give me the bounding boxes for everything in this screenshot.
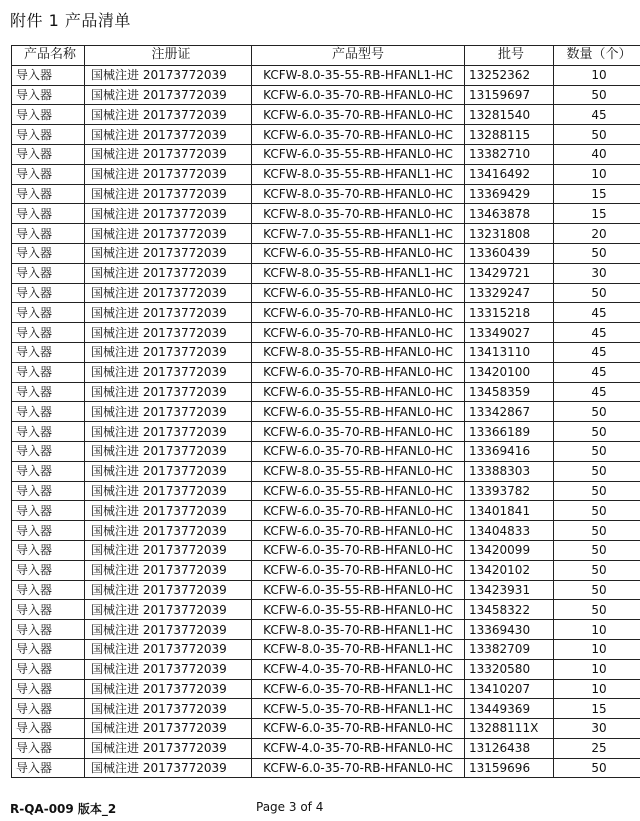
cell-lot: 13449369	[465, 699, 554, 719]
cell-quantity: 10	[554, 639, 640, 659]
cell-registration: 国械注进 20173772039	[85, 184, 252, 204]
cell-model: KCFW-6.0-35-70-RB-HFANL0-HC	[252, 719, 465, 739]
table-row	[12, 600, 640, 620]
document-code: R-QA-009 版本_2	[10, 802, 117, 816]
cell-quantity: 50	[554, 580, 640, 600]
cell-quantity: 50	[554, 481, 640, 501]
cell-quantity: 25	[554, 738, 640, 758]
cell-model: KCFW-4.0-35-70-RB-HFANL0-HC	[252, 659, 465, 679]
table-row	[12, 441, 640, 461]
cell-quantity: 45	[554, 382, 640, 402]
cell-product-name: 导入器	[12, 125, 85, 145]
cell-registration: 国械注进 20173772039	[85, 65, 252, 85]
cell-model: KCFW-6.0-35-70-RB-HFANL0-HC	[252, 441, 465, 461]
cell-lot: 13382709	[465, 639, 554, 659]
cell-lot: 13329247	[465, 283, 554, 303]
cell-quantity: 45	[554, 342, 640, 362]
cell-product-name: 导入器	[12, 540, 85, 560]
cell-product-name: 导入器	[12, 620, 85, 640]
table-row	[12, 65, 640, 85]
cell-registration: 国械注进 20173772039	[85, 382, 252, 402]
cell-model: KCFW-6.0-35-55-RB-HFANL0-HC	[252, 481, 465, 501]
table-row	[12, 719, 640, 739]
cell-registration: 国械注进 20173772039	[85, 224, 252, 244]
cell-quantity: 10	[554, 65, 640, 85]
table-row	[12, 184, 640, 204]
table-row	[12, 303, 640, 323]
cell-registration: 国械注进 20173772039	[85, 283, 252, 303]
table-row	[12, 224, 640, 244]
cell-product-name: 导入器	[12, 382, 85, 402]
cell-model: KCFW-8.0-35-70-RB-HFANL1-HC	[252, 620, 465, 640]
cell-registration: 国械注进 20173772039	[85, 639, 252, 659]
cell-lot: 13410207	[465, 679, 554, 699]
cell-product-name: 导入器	[12, 164, 85, 184]
cell-model: KCFW-6.0-35-70-RB-HFANL1-HC	[252, 679, 465, 699]
cell-model: KCFW-8.0-35-55-RB-HFANL0-HC	[252, 342, 465, 362]
cell-lot: 13349027	[465, 323, 554, 343]
cell-registration: 国械注进 20173772039	[85, 125, 252, 145]
cell-model: KCFW-6.0-35-55-RB-HFANL0-HC	[252, 402, 465, 422]
table-row	[12, 342, 640, 362]
table-row	[12, 540, 640, 560]
cell-model: KCFW-6.0-35-70-RB-HFANL0-HC	[252, 540, 465, 560]
table-row	[12, 164, 640, 184]
cell-lot: 13231808	[465, 224, 554, 244]
cell-quantity: 15	[554, 184, 640, 204]
cell-registration: 国械注进 20173772039	[85, 659, 252, 679]
table-row	[12, 323, 640, 343]
table-row	[12, 758, 640, 778]
cell-lot: 13288111X	[465, 719, 554, 739]
cell-quantity: 50	[554, 283, 640, 303]
cell-lot: 13429721	[465, 263, 554, 283]
table-row	[12, 620, 640, 640]
table-header	[12, 46, 640, 66]
cell-registration: 国械注进 20173772039	[85, 342, 252, 362]
cell-registration: 国械注进 20173772039	[85, 580, 252, 600]
cell-product-name: 导入器	[12, 342, 85, 362]
cell-quantity: 15	[554, 204, 640, 224]
cell-product-name: 导入器	[12, 243, 85, 263]
cell-quantity: 50	[554, 461, 640, 481]
cell-product-name: 导入器	[12, 738, 85, 758]
cell-registration: 国械注进 20173772039	[85, 560, 252, 580]
cell-lot: 13369430	[465, 620, 554, 640]
cell-quantity: 15	[554, 699, 640, 719]
table-row	[12, 679, 640, 699]
cell-model: KCFW-6.0-35-55-RB-HFANL0-HC	[252, 580, 465, 600]
cell-quantity: 50	[554, 600, 640, 620]
cell-lot: 13369429	[465, 184, 554, 204]
cell-quantity: 10	[554, 659, 640, 679]
cell-quantity: 45	[554, 323, 640, 343]
cell-quantity: 20	[554, 224, 640, 244]
cell-lot: 13388303	[465, 461, 554, 481]
page-number: Page 3 of 4	[256, 800, 324, 814]
header-row	[12, 46, 640, 66]
table-row	[12, 481, 640, 501]
cell-quantity: 30	[554, 263, 640, 283]
table-row	[12, 243, 640, 263]
cell-product-name: 导入器	[12, 501, 85, 521]
cell-product-name: 导入器	[12, 441, 85, 461]
header-lot: 批号	[465, 46, 554, 66]
table-row	[12, 639, 640, 659]
cell-lot: 13404833	[465, 521, 554, 541]
cell-quantity: 50	[554, 125, 640, 145]
cell-registration: 国械注进 20173772039	[85, 461, 252, 481]
cell-registration: 国械注进 20173772039	[85, 679, 252, 699]
cell-quantity: 50	[554, 422, 640, 442]
cell-model: KCFW-8.0-35-70-RB-HFANL1-HC	[252, 639, 465, 659]
cell-model: KCFW-8.0-35-55-RB-HFANL1-HC	[252, 164, 465, 184]
cell-lot: 13281540	[465, 105, 554, 125]
cell-lot: 13288115	[465, 125, 554, 145]
cell-product-name: 导入器	[12, 224, 85, 244]
cell-lot: 13401841	[465, 501, 554, 521]
cell-product-name: 导入器	[12, 105, 85, 125]
table-row	[12, 461, 640, 481]
cell-registration: 国械注进 20173772039	[85, 85, 252, 105]
cell-registration: 国械注进 20173772039	[85, 719, 252, 739]
cell-quantity: 50	[554, 560, 640, 580]
cell-lot: 13382710	[465, 144, 554, 164]
cell-registration: 国械注进 20173772039	[85, 144, 252, 164]
cell-lot: 13252362	[465, 65, 554, 85]
header-model: 产品型号	[252, 46, 465, 66]
cell-product-name: 导入器	[12, 422, 85, 442]
cell-registration: 国械注进 20173772039	[85, 441, 252, 461]
cell-quantity: 45	[554, 362, 640, 382]
cell-registration: 国械注进 20173772039	[85, 204, 252, 224]
cell-lot: 13360439	[465, 243, 554, 263]
table-row	[12, 580, 640, 600]
cell-product-name: 导入器	[12, 283, 85, 303]
table-row	[12, 699, 640, 719]
cell-lot: 13315218	[465, 303, 554, 323]
cell-product-name: 导入器	[12, 323, 85, 343]
cell-registration: 国械注进 20173772039	[85, 738, 252, 758]
cell-lot: 13369416	[465, 441, 554, 461]
cell-quantity: 50	[554, 85, 640, 105]
cell-lot: 13413110	[465, 342, 554, 362]
cell-model: KCFW-6.0-35-70-RB-HFANL0-HC	[252, 362, 465, 382]
cell-quantity: 50	[554, 501, 640, 521]
cell-product-name: 导入器	[12, 659, 85, 679]
cell-model: KCFW-6.0-35-70-RB-HFANL0-HC	[252, 105, 465, 125]
cell-registration: 国械注进 20173772039	[85, 164, 252, 184]
cell-model: KCFW-6.0-35-70-RB-HFANL0-HC	[252, 758, 465, 778]
cell-product-name: 导入器	[12, 263, 85, 283]
cell-lot: 13463878	[465, 204, 554, 224]
cell-registration: 国械注进 20173772039	[85, 699, 252, 719]
table-row	[12, 144, 640, 164]
cell-quantity: 50	[554, 441, 640, 461]
cell-model: KCFW-4.0-35-70-RB-HFANL0-HC	[252, 738, 465, 758]
cell-quantity: 50	[554, 758, 640, 778]
cell-registration: 国械注进 20173772039	[85, 323, 252, 343]
cell-model: KCFW-6.0-35-70-RB-HFANL0-HC	[252, 521, 465, 541]
cell-model: KCFW-8.0-35-70-RB-HFANL0-HC	[252, 184, 465, 204]
cell-model: KCFW-6.0-35-70-RB-HFANL0-HC	[252, 560, 465, 580]
table-row	[12, 125, 640, 145]
header-quantity: 数量（个）	[554, 46, 640, 66]
cell-quantity: 50	[554, 243, 640, 263]
cell-model: KCFW-6.0-35-70-RB-HFANL0-HC	[252, 303, 465, 323]
cell-registration: 国械注进 20173772039	[85, 540, 252, 560]
product-table	[11, 45, 640, 778]
cell-product-name: 导入器	[12, 758, 85, 778]
cell-model: KCFW-8.0-35-55-RB-HFANL0-HC	[252, 461, 465, 481]
table-row	[12, 105, 640, 125]
cell-registration: 国械注进 20173772039	[85, 402, 252, 422]
cell-product-name: 导入器	[12, 679, 85, 699]
cell-registration: 国械注进 20173772039	[85, 105, 252, 125]
cell-model: KCFW-5.0-35-70-RB-HFANL1-HC	[252, 699, 465, 719]
cell-registration: 国械注进 20173772039	[85, 422, 252, 442]
cell-lot: 13458359	[465, 382, 554, 402]
cell-product-name: 导入器	[12, 639, 85, 659]
cell-product-name: 导入器	[12, 560, 85, 580]
cell-model: KCFW-7.0-35-55-RB-HFANL1-HC	[252, 224, 465, 244]
cell-product-name: 导入器	[12, 362, 85, 382]
cell-lot: 13420099	[465, 540, 554, 560]
cell-model: KCFW-8.0-35-70-RB-HFANL0-HC	[252, 204, 465, 224]
cell-lot: 13126438	[465, 738, 554, 758]
table-row	[12, 283, 640, 303]
cell-model: KCFW-6.0-35-70-RB-HFANL0-HC	[252, 323, 465, 343]
table-row	[12, 362, 640, 382]
cell-lot: 13320580	[465, 659, 554, 679]
header-registration: 注册证	[85, 46, 252, 66]
cell-registration: 国械注进 20173772039	[85, 481, 252, 501]
cell-product-name: 导入器	[12, 521, 85, 541]
cell-lot: 13420102	[465, 560, 554, 580]
cell-model: KCFW-6.0-35-70-RB-HFANL0-HC	[252, 501, 465, 521]
table-row	[12, 738, 640, 758]
table-row	[12, 560, 640, 580]
cell-quantity: 10	[554, 679, 640, 699]
cell-model: KCFW-6.0-35-70-RB-HFANL0-HC	[252, 85, 465, 105]
cell-product-name: 导入器	[12, 461, 85, 481]
table-row	[12, 521, 640, 541]
cell-quantity: 45	[554, 303, 640, 323]
cell-lot: 13458322	[465, 600, 554, 620]
cell-model: KCFW-6.0-35-70-RB-HFANL0-HC	[252, 422, 465, 442]
cell-registration: 国械注进 20173772039	[85, 303, 252, 323]
cell-quantity: 50	[554, 521, 640, 541]
cell-registration: 国械注进 20173772039	[85, 521, 252, 541]
cell-quantity: 45	[554, 105, 640, 125]
cell-lot: 13416492	[465, 164, 554, 184]
cell-product-name: 导入器	[12, 204, 85, 224]
cell-product-name: 导入器	[12, 303, 85, 323]
table-row	[12, 501, 640, 521]
table-row	[12, 422, 640, 442]
cell-registration: 国械注进 20173772039	[85, 263, 252, 283]
table-row	[12, 382, 640, 402]
table-row	[12, 263, 640, 283]
cell-product-name: 导入器	[12, 699, 85, 719]
cell-model: KCFW-6.0-35-55-RB-HFANL0-HC	[252, 600, 465, 620]
cell-registration: 国械注进 20173772039	[85, 620, 252, 640]
cell-registration: 国械注进 20173772039	[85, 501, 252, 521]
cell-product-name: 导入器	[12, 600, 85, 620]
table-row	[12, 659, 640, 679]
cell-lot: 13366189	[465, 422, 554, 442]
cell-product-name: 导入器	[12, 85, 85, 105]
cell-registration: 国械注进 20173772039	[85, 243, 252, 263]
cell-product-name: 导入器	[12, 719, 85, 739]
document-title: 附件 1 产品清单	[10, 11, 131, 30]
cell-quantity: 50	[554, 540, 640, 560]
cell-quantity: 50	[554, 402, 640, 422]
cell-product-name: 导入器	[12, 65, 85, 85]
cell-product-name: 导入器	[12, 580, 85, 600]
cell-model: KCFW-6.0-35-55-RB-HFANL0-HC	[252, 382, 465, 402]
cell-lot: 13159697	[465, 85, 554, 105]
table-row	[12, 402, 640, 422]
cell-product-name: 导入器	[12, 481, 85, 501]
cell-lot: 13159696	[465, 758, 554, 778]
cell-quantity: 10	[554, 620, 640, 640]
cell-model: KCFW-6.0-35-55-RB-HFANL0-HC	[252, 283, 465, 303]
cell-model: KCFW-6.0-35-55-RB-HFANL0-HC	[252, 144, 465, 164]
cell-product-name: 导入器	[12, 184, 85, 204]
table-row	[12, 85, 640, 105]
cell-lot: 13393782	[465, 481, 554, 501]
cell-registration: 国械注进 20173772039	[85, 600, 252, 620]
cell-registration: 国械注进 20173772039	[85, 758, 252, 778]
cell-lot: 13342867	[465, 402, 554, 422]
table-row	[12, 204, 640, 224]
cell-product-name: 导入器	[12, 402, 85, 422]
cell-model: KCFW-6.0-35-70-RB-HFANL0-HC	[252, 125, 465, 145]
cell-product-name: 导入器	[12, 144, 85, 164]
cell-quantity: 40	[554, 144, 640, 164]
cell-model: KCFW-8.0-35-55-RB-HFANL1-HC	[252, 65, 465, 85]
cell-quantity: 30	[554, 719, 640, 739]
header-product-name: 产品名称	[12, 46, 85, 66]
cell-model: KCFW-6.0-35-55-RB-HFANL0-HC	[252, 243, 465, 263]
cell-registration: 国械注进 20173772039	[85, 362, 252, 382]
table-body	[12, 65, 640, 778]
cell-lot: 13420100	[465, 362, 554, 382]
cell-lot: 13423931	[465, 580, 554, 600]
cell-quantity: 10	[554, 164, 640, 184]
cell-model: KCFW-8.0-35-55-RB-HFANL1-HC	[252, 263, 465, 283]
